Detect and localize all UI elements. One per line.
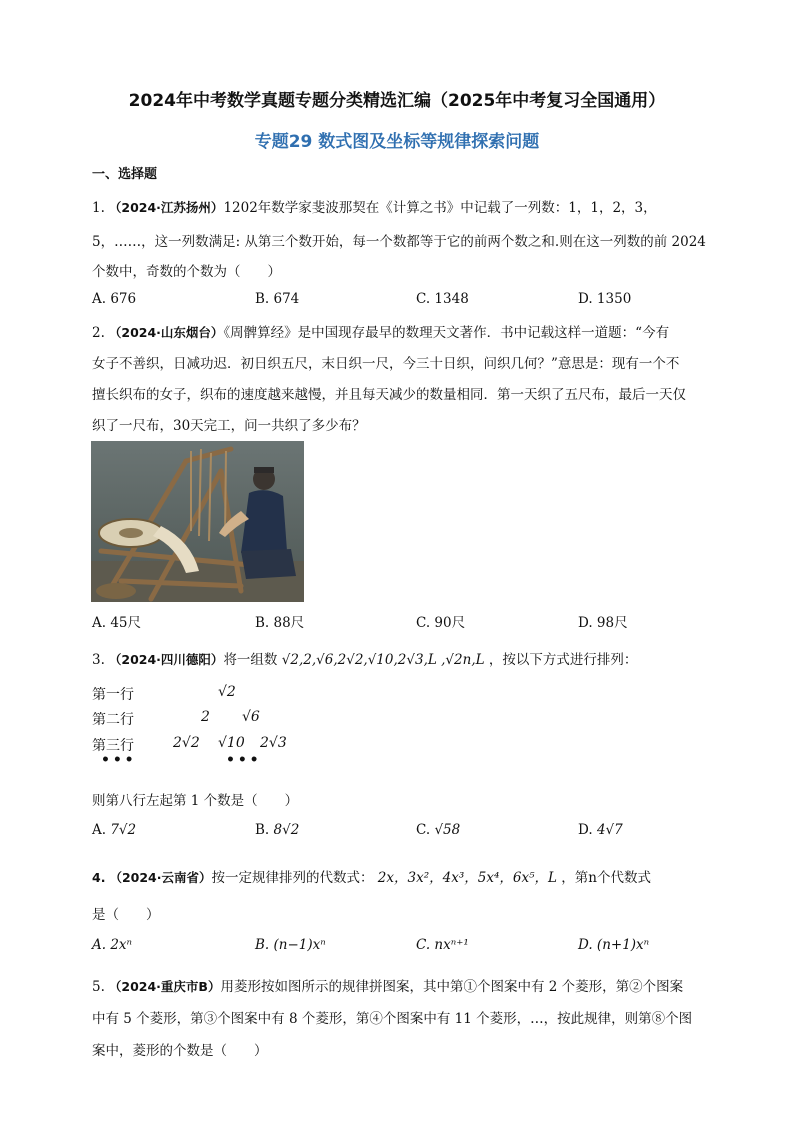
q5-line2: 中有 5 个菱形，第③个图案中有 8 个菱形，第④个图案中有 11 个菱形，…，按此规律，则第⑧个图 (92, 1011, 693, 1027)
q3-seq-item: √2 (281, 652, 299, 668)
document-title: 2024年中考数学真题专题分类精选汇编（2025年中考复习全国通用） (128, 91, 666, 111)
q3-sequence: √2,2,√6,2√2,√10,2√3,L ,√2n,L (281, 652, 485, 668)
q4-tail: ，第n个代数式 (561, 870, 651, 886)
q3-row3-item: √10 (218, 735, 245, 751)
q3-line1 (92, 648, 637, 668)
q2-option-a: A. 45尺 (92, 615, 142, 631)
q3-seq-item: √10 (367, 652, 394, 668)
q3-row3-item: 2√2 (173, 735, 200, 751)
q3-tail: ，按以下方式进行排列： (488, 652, 638, 668)
q4-number: 4. (92, 870, 106, 885)
q3-option-d: D. 4√7 (578, 822, 623, 838)
q2-text-1: 《周髀算经》是中国现存最早的数理天文著作．书中记载这样一道题：“今有 (223, 325, 670, 341)
q3-row1-item: √2 (218, 684, 236, 700)
q3-seq-item: L (475, 652, 485, 668)
q3-option-b: B. 8√2 (255, 822, 300, 838)
q3-number: 3. (92, 652, 105, 668)
q4-option-c: C. nxⁿ⁺¹ (416, 937, 469, 953)
q1-text-1: 1202年数学家斐波那契在《计算之书》中记载了一列数：1，1，2，3， (223, 200, 657, 216)
q3-option-c: C. √58 (416, 822, 461, 838)
q5-number: 5. (92, 979, 105, 995)
q2-line1 (92, 321, 669, 341)
q5-line1 (92, 975, 683, 995)
q3-lead: 将一组数 (223, 652, 278, 668)
section-heading: 一、选择题 (92, 167, 158, 182)
q4-lead: 按一定规律排列的代数式： (211, 870, 374, 886)
q1-source: （2024·江苏扬州） (108, 200, 224, 215)
q3-seq-item: √2n (445, 652, 472, 668)
q4-option-b: B. (n−1)xⁿ (255, 937, 326, 953)
q3-row2-label: 第二行 (92, 712, 134, 728)
q1-option-b: B. 674 (255, 291, 300, 307)
q5-line3: 案中，菱形的个数是（ ） (92, 1043, 268, 1059)
q3-seq-item: 2√2 (337, 652, 364, 668)
q4-option-a: A. 2xⁿ (92, 937, 133, 953)
q1-option-c: C. 1348 (416, 291, 469, 307)
q3-source: （2024·四川德阳） (108, 652, 224, 667)
q3-row2-item: 2 (201, 709, 210, 725)
q2-line3: 擅长织布的女子，织布的速度越来越慢，并且每天减少的数量相同．第一天织了五尺布，最后一天仅 (92, 387, 686, 403)
q1-line2: 5，……，这一列数满足: 从第三个数开始，每一个数都等于它的前两个数之和.则在这一列数的前 2024 (92, 234, 706, 250)
q3-ask: 则第八行左起第 1 个数是（ ） (92, 793, 299, 809)
q2-option-d: D. 98尺 (578, 615, 628, 631)
q1-option-a: A. 676 (92, 291, 137, 307)
q2-option-c: C. 90尺 (416, 615, 466, 631)
q1-line3: 个数中，奇数的个数为（ ） (92, 264, 281, 280)
q4-terms: 2x，3x²，4x³，5x⁴，6x⁵，L (377, 870, 557, 886)
q3-seq-item: 2 (303, 652, 312, 668)
q2-option-b: B. 88尺 (255, 615, 305, 631)
q3-row3-label: 第三行 (92, 738, 134, 754)
q2-line4: 织了一尺布，30天完工，问一共织了多少布？ (92, 418, 366, 434)
q3-option-a: A. 7√2 (92, 822, 137, 838)
q2-source: （2024·山东烟台） (108, 325, 224, 340)
q3-row1-label: 第一行 (92, 687, 134, 703)
q4-option-d: D. (n+1)xⁿ (578, 937, 650, 953)
q1-number: 1. (92, 200, 105, 216)
q2-line2: 女子不善织，日减功迟．初日织五尺，末日织一尺，今三十日织，问织几何？”意思是：现有一个不 (92, 356, 680, 372)
q3-row3-item: 2√3 (260, 735, 287, 751)
q3-seq-item: √6 (316, 652, 334, 668)
loom-photo (91, 441, 304, 602)
q3-row-ellipsis-left: • • • (101, 752, 133, 768)
q4-line1 (92, 866, 651, 886)
q3-row2-item: √6 (242, 709, 260, 725)
q4-source: （2024·云南省） (109, 870, 212, 885)
q5-text-1: 用菱形按如图所示的规律拼图案，其中第①个图案中有 2 个菱形，第②个图案 (220, 979, 684, 995)
q1-option-d: D. 1350 (578, 291, 632, 307)
q2-number: 2. (92, 325, 105, 341)
q5-source: （2024·重庆市B） (108, 979, 221, 994)
q4-line2: 是（ ） (92, 907, 160, 923)
q3-seq-item: 2√3 (397, 652, 424, 668)
q3-seq-item: L (427, 652, 437, 668)
q1-line1 (92, 196, 657, 216)
q3-row-ellipsis-middle: • • • (226, 752, 258, 768)
document-subtitle: 专题29 数式图及坐标等规律探索问题 (254, 132, 540, 152)
